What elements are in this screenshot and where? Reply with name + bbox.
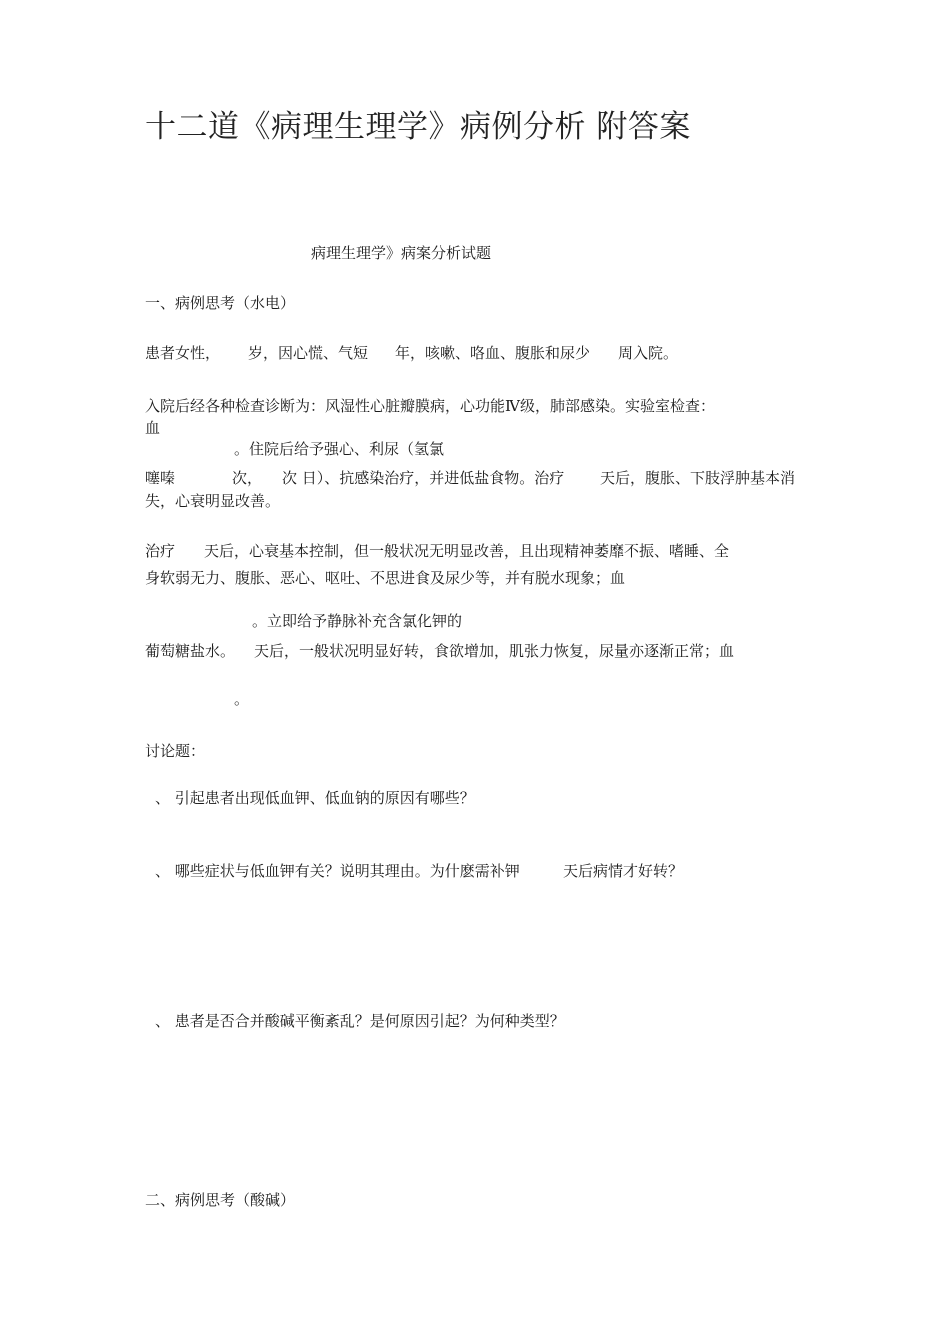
case-text: 次， — [232, 469, 263, 487]
case-text: 次 日）、抗感染治疗，并进低盐食物。治疗 — [282, 469, 565, 487]
case-text: 年，咳嗽、咯血、腹胀和尿少 — [395, 344, 591, 362]
case-text: 血 — [145, 419, 161, 437]
case-text: 噻嗪 — [145, 469, 176, 487]
case-text: 失，心衰明显改善。 — [145, 492, 281, 510]
document-title: 十二道《病理生理学》病例分析 附答案 — [145, 109, 691, 145]
discussion-label: 讨论题： — [145, 742, 206, 760]
document-subtitle: 病理生理学》病案分析试题 — [311, 244, 492, 262]
case-text: 岁，因心慌、气短 — [248, 344, 369, 362]
case-text: 。 — [234, 690, 250, 708]
case-text: 天后，一般状况明显好转，食欲增加，肌张力恢复，尿量亦逐渐正常；血 — [254, 642, 735, 660]
case-text: 入院后经各种检查诊断为：风湿性心脏瓣膜病，心功能Ⅳ级，肺部感染。实验室检查： — [145, 397, 715, 415]
case-text: 葡萄糖盐水。 — [145, 642, 236, 660]
case-text: 周入院。 — [618, 344, 679, 362]
question-3: 、 患者是否合并酸碱平衡紊乱？是何原因引起？为何种类型？ — [155, 1012, 565, 1030]
case-text: 患者女性， — [145, 344, 221, 362]
section-heading-1: 一、病例思考（水电） — [145, 294, 296, 312]
case-text: 身软弱无力、腹胀、恶心、呕吐、不思进食及尿少等，并有脱水现象；血 — [145, 569, 626, 587]
question-1: 、 引起患者出现低血钾、低血钠的原因有哪些？ — [155, 789, 475, 807]
case-text: 天后，腹胀、下肢浮肿基本消 — [600, 469, 796, 487]
question-2: 、 哪些症状与低血钾有关？说明其理由。为什麽需补钾 — [155, 862, 520, 880]
case-text: 。住院后给予强心、利尿（氢氯 — [234, 440, 445, 458]
question-2-tail: 天后病情才好转？ — [563, 862, 684, 880]
case-text: 。立即给予静脉补充含氯化钾的 — [252, 612, 463, 630]
section-heading-2: 二、病例思考（酸碱） — [145, 1191, 296, 1209]
case-text: 天后，心衰基本控制，但一般状况无明显改善，且出现精神萎靡不振、嗜睡、全 — [204, 542, 730, 560]
case-text: 治疗 — [145, 542, 176, 560]
